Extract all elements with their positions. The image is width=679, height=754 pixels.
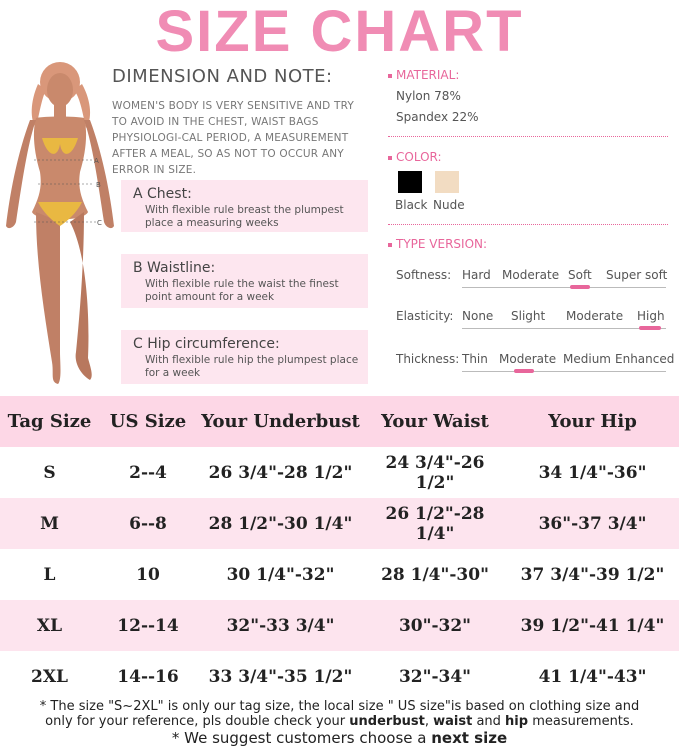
softness-selected-marker — [570, 285, 590, 289]
elasticity-option: Moderate — [566, 309, 624, 323]
table-cell: 12--14 — [99, 600, 197, 651]
color-swatch-black — [398, 171, 422, 193]
bullet-square-icon — [388, 156, 392, 160]
table-cell: 14--16 — [117, 666, 179, 687]
table-cell: 39 1/2"-41 1/4" — [506, 600, 679, 651]
table-cell: 30 1/4"-32" — [226, 564, 335, 585]
material-heading: MATERIAL: — [388, 68, 459, 82]
elasticity-option: High — [637, 309, 665, 323]
elasticity-option: None — [462, 309, 494, 323]
waist-measure-box — [121, 254, 368, 308]
column-header: US Size — [99, 396, 197, 447]
material-item: Nylon 78% — [396, 89, 461, 103]
page-title: SIZE CHART — [155, 0, 524, 64]
elasticity-track — [462, 328, 666, 329]
table-row — [0, 498, 679, 549]
footnote-line-1: * The size "S~2XL" is only our tag size, the local size " US size"is based on clothing size and — [39, 699, 640, 714]
color-label-nude: Nude — [433, 198, 465, 212]
hip-desc: With flexible rule hip the plumpest place for a week — [145, 354, 359, 379]
column-header: Your Waist — [364, 396, 506, 447]
body-figure-illustration — [0, 62, 118, 392]
footnote-line-2: only for your reference, pls double check your underbust, waist and hip measurements. — [45, 714, 634, 729]
table-cell: 36"-37 3/4" — [506, 498, 679, 549]
chest-measure-box — [121, 180, 368, 232]
softness-option: Super soft — [606, 268, 668, 282]
chest-mark: A — [94, 157, 99, 165]
table-cell: L — [43, 564, 56, 585]
softness-option: Hard — [462, 268, 491, 282]
table-cell: 26 3/4"-28 1/2" — [208, 462, 353, 483]
table-cell: M — [0, 498, 99, 549]
type-version-heading: TYPE VERSION: — [388, 237, 487, 251]
table-cell: 41 1/4"-43" — [538, 666, 647, 687]
table-cell: S — [43, 462, 56, 483]
thickness-scale — [396, 352, 675, 376]
thickness-selected-marker — [514, 369, 534, 373]
bullet-square-icon — [388, 243, 392, 247]
bullet-square-icon — [388, 74, 392, 78]
table-cell: 2--4 — [129, 462, 167, 483]
thickness-option: Enhanced — [615, 352, 675, 366]
chest-heading: A Chest: — [133, 186, 192, 202]
thickness-option: Medium — [563, 352, 611, 366]
softness-track — [462, 287, 666, 288]
dimension-heading: DIMENSION AND NOTE: — [112, 66, 333, 87]
color-heading: COLOR: — [388, 150, 442, 164]
color-swatch-nude — [435, 171, 459, 193]
material-item: Spandex 22% — [396, 110, 479, 124]
thickness-option: Moderate — [499, 352, 557, 366]
elasticity-option: Slight — [511, 309, 546, 323]
table-cell: 32"-34" — [398, 666, 472, 687]
hip-measure-box — [121, 330, 368, 384]
thickness-option: Thin — [462, 352, 488, 366]
chest-desc: With flexible rule breast the plumpest place a measuring weeks — [145, 204, 344, 229]
column-header: Your Hip — [506, 396, 679, 447]
softness-option: Moderate — [502, 268, 560, 282]
hip-heading: C Hip circumference: — [133, 336, 280, 352]
table-cell: 6--8 — [99, 498, 197, 549]
waist-mark: B — [96, 181, 101, 189]
elasticity-label: Elasticity: — [396, 309, 454, 323]
size-table — [0, 396, 679, 702]
softness-scale — [396, 268, 666, 292]
table-cell: 33 3/4"-35 1/2" — [208, 666, 353, 687]
thickness-label: Thickness: — [396, 352, 460, 366]
table-cell: 37 3/4"-39 1/2" — [520, 564, 665, 585]
footnote-line-3: * We suggest customers choose a next size — [171, 729, 508, 747]
table-row — [0, 549, 679, 600]
table-cell: 28 1/2"-30 1/4" — [197, 498, 364, 549]
hip-mark: C — [97, 219, 102, 227]
divider — [388, 224, 668, 225]
table-cell: 2XL — [31, 666, 68, 687]
waist-heading: B Waistline: — [133, 260, 216, 276]
table-cell: 26 1/2"-28 1/4" — [364, 498, 506, 549]
divider — [388, 136, 668, 137]
table-cell: 34 1/4"-36" — [538, 462, 647, 483]
table-cell: 30"-32" — [364, 600, 506, 651]
table-cell: 28 1/4"-30" — [381, 564, 489, 585]
softness-option: Soft — [568, 268, 592, 282]
table-cell: 32"-33 3/4" — [197, 600, 364, 651]
elasticity-selected-marker — [639, 326, 661, 330]
table-cell: 24 3/4"-26 1/2" — [385, 452, 485, 493]
table-row — [0, 651, 679, 702]
table-cell: 10 — [136, 564, 160, 585]
table-row — [0, 447, 679, 498]
thickness-track — [462, 371, 666, 372]
column-header: Tag Size — [0, 396, 99, 447]
color-label-black: Black — [395, 198, 428, 212]
table-header-row — [0, 396, 679, 447]
waist-desc: With flexible rule the waist the finest point amount for a week — [145, 278, 339, 303]
column-header: Your Underbust — [197, 396, 364, 447]
dimension-note: WOMEN'S BODY IS VERY SENSITIVE AND TRY TO AVOID IN THE CHEST, WAIST BAGS PHYSIOLOGI-CAL PERIOD, A MEASUREMENT AFTER A MEAL, SO AS NOT TO OCCUR ANY ERROR IN SIZE. — [112, 100, 355, 176]
table-row — [0, 600, 679, 651]
elasticity-scale — [396, 309, 666, 333]
softness-label: Softness: — [396, 268, 452, 282]
table-cell: XL — [0, 600, 99, 651]
